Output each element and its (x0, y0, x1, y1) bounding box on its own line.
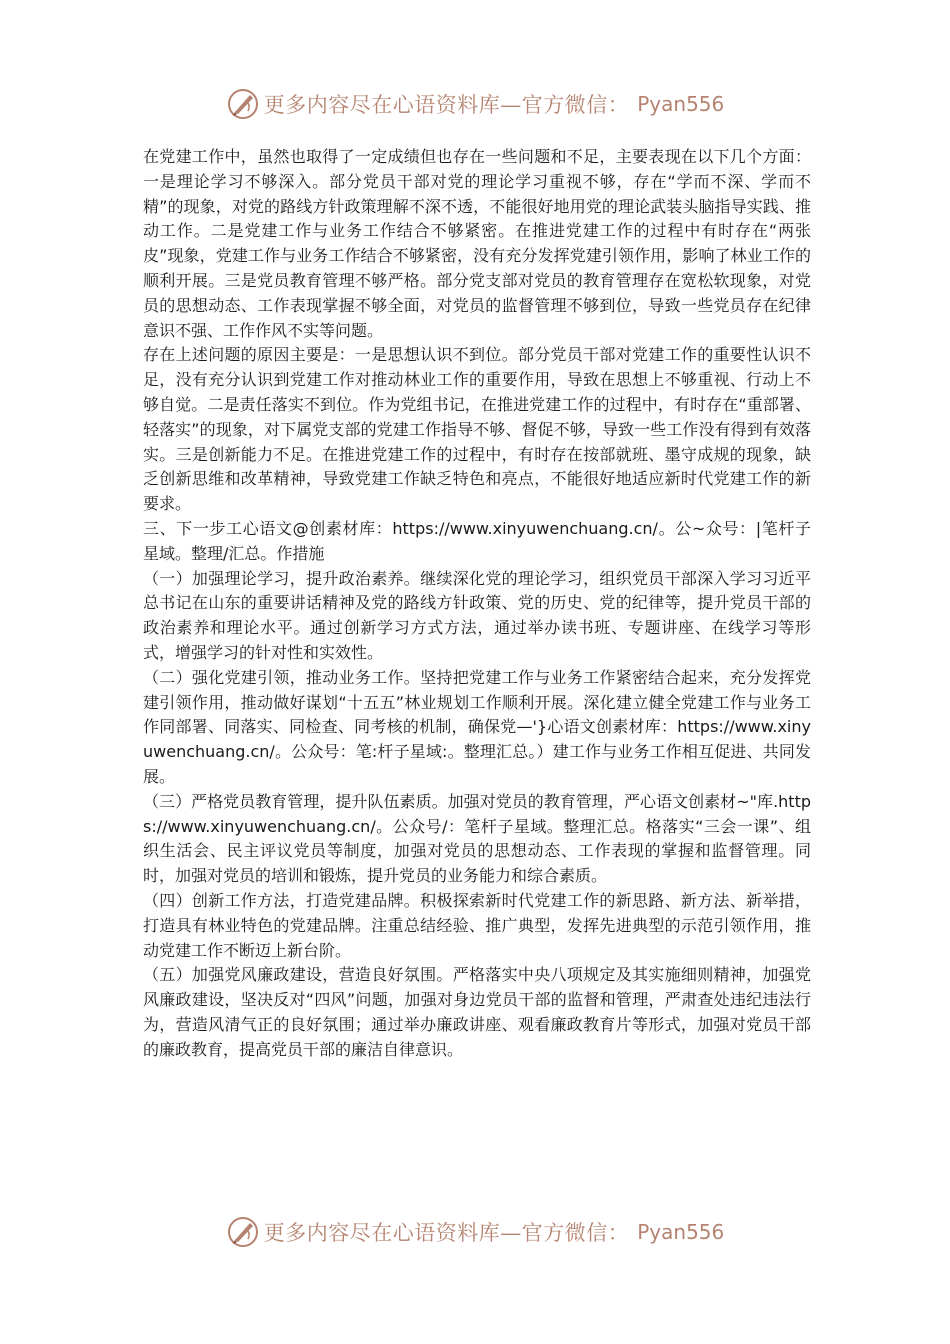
measure-item-1: （一）加强理论学习，提升政治素养。继续深化党的理论学习，组织党员干部深入学习习近平总书记在山东的重要讲话精神及党的路线方针政策、党的历史、党的纪律等，提升党员干部的政治素养和理论水平。通过创新学习方式方法，通过举办读书班、专题讲座、在线学习等形式，增强学习的针对性和实效性。 (143, 568, 811, 662)
banner-handle: Pyan556 (637, 92, 725, 116)
header-watermark-banner (0, 84, 950, 124)
measure-item-2: （二）强化党建引领，推动业务工作。坚持把党建工作与业务工作紧密结合起来，充分发挥党建引领作用，推动做好谋划“十五五”林业规划工作顺利开展。深化建立健全党建工作与业务工作同部署、同落实、同检查、同考核的机制，确保党—'}心语文创素材库：https://www.xinyuwenchuang.cn/。公众号：笔:杆子星域:。整理汇总。）建工作与业务工作相互促进、共同发展。 (143, 667, 811, 786)
banner-text: 更多内容尽在心语资料库—官方微信： (263, 1221, 630, 1245)
paragraph-causes: 存在上述问题的原因主要是：一是思想认识不到位。部分党员干部对党建工作的重要性认识不足，没有充分认识到党建工作对推动林业工作的重要作用，导致在思想上不够重视、行动上不够自觉。二是责任落实不到位。作为党组书记，在推进党建工作的过程中，有时存在“重部署、轻落实”的现象，对下属党支部的党建工作指导不够、督促不够，导致一些工作没有得到有效落实。三是创新能力不足。在推进党建工作的过程中，有时存在按部就班、墨守成规的现象，缺乏创新思维和改革精神，导致党建工作缺乏特色和亮点，不能很好地适应新时代党建工作的新要求。 (143, 345, 811, 514)
banner-handle: Pyan556 (637, 1220, 725, 1244)
measure-item-3: （三）严格党员教育管理，提升队伍素质。加强对党员的教育管理，严心语文创素材~"库.https://www.xinyuwenchuang.cn/。公众号/：笔杆子星域。整理汇总。格落实“三会一课”、组织生活会、民主评议党员等制度，加强对党员的思想动态、工作表现的掌握和监督管理。同时，加强对党员的培训和锻炼，提升党员的业务能力和综合素质。 (143, 791, 811, 886)
measure-item-5: （五）加强党风廉政建设，营造良好氛围。严格落实中央八项规定及其实施细则精神，加强党风廉政建设，坚决反对“四风”问题，加强对身边党员干部的监督和管理，严肃查处违纪违法行为，营造风清气正的良好氛围；通过举办廉政讲座、观看廉政教育片等形式，加强对党员干部的廉政教育，提高党员干部的廉洁自律意识。 (143, 965, 811, 1059)
footer-watermark-banner (0, 1212, 950, 1252)
paragraph-problems: 在党建工作中，虽然也取得了一定成绩但也存在一些问题和不足，主要表现在以下几个方面：一是理论学习不够深入。部分党员干部对党的理论学习重视不够，存在“学而不深、学而不精”的现象，对党的路线方针政策理解不深不透，不能很好地用党的理论武装头脑指导实践、推动工作。二是党建工作与业务工作结合不够紧密。在推进党建工作的过程中有时存在“两张皮”现象，党建工作与业务工作结合不够紧密，没有充分发挥党建引领作用，影响了林业工作的顺利开展。三是党员教育管理不够严格。部分党支部对党员的教育管理存在宽松软现象，对党员的思想动态、工作表现掌握不够全面，对党员的监督管理不够到位，导致一些党员存在纪律意识不强、工作作风不实等问题。 (143, 147, 811, 340)
quill-pen-logo-icon (226, 87, 260, 121)
document-body (143, 145, 811, 1062)
banner-text: 更多内容尽在心语资料库—官方微信： (263, 93, 630, 117)
quill-pen-logo-icon (226, 1215, 260, 1249)
measure-item-4: （四）创新工作方法，打造党建品牌。积极探索新时代党建工作的新思路、新方法、新举措，打造具有林业特色的党建品牌。注重总结经验、推广典型，发挥先进典型的示范引领作用，推动党建工作不断迈上新台阶。 (143, 890, 811, 960)
section-heading-next-steps: 三、下一步工心语文@创素材库：https://www.xinyuwenchuang.cn/。公~众号：|笔杆子星域。整理/汇总。作措施 (143, 518, 811, 563)
